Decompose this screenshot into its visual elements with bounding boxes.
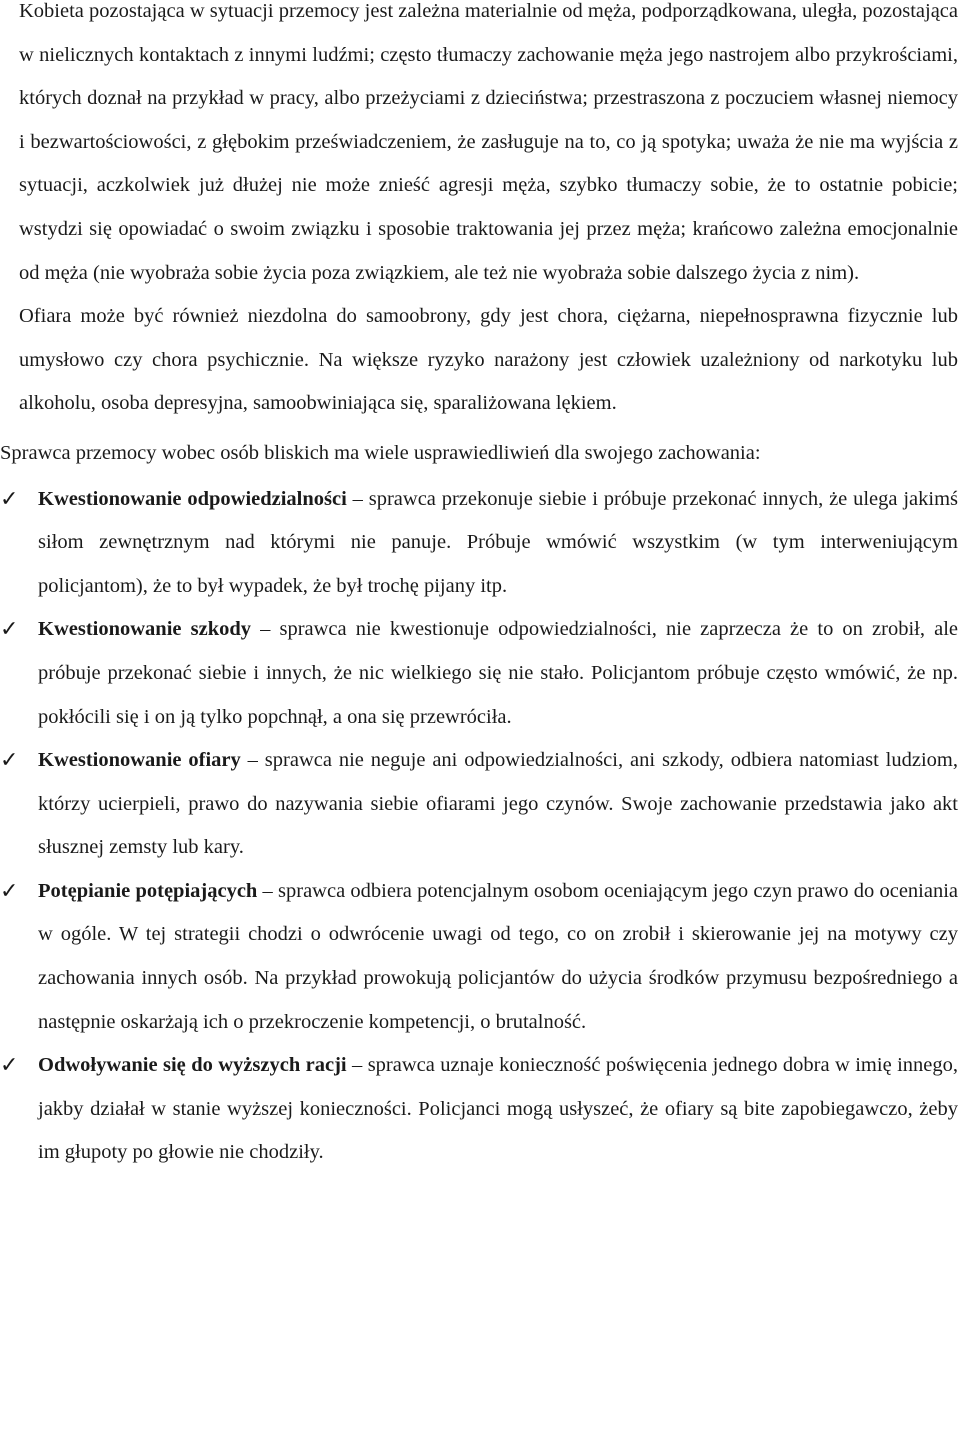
item-text: – sprawca uznaje konieczność poświęcenia jednego dobra w imię innego, jakby działał w stanie wyższej konieczności. Policjanci mogą usłyszeć, że ofiary są bite zapobiegawczo, żeby im głupoty po głowie nie chodziły. xyxy=(38,1054,958,1164)
justifications-list xyxy=(0,478,960,1176)
item-term: Kwestionowanie odpowiedzialności xyxy=(38,487,347,510)
item-term: Kwestionowanie ofiary xyxy=(38,749,241,772)
checkmark-icon: ✓ xyxy=(0,748,19,774)
item-term: Potępianie potępiających xyxy=(38,879,258,902)
item-text: – sprawca nie kwestionuje odpowiedzialności, nie zaprzecza że to on zrobił, ale próbuje przekonać siebie i innych, że nic wielkiego się nie stało. Policjantom próbuje często wmówić, że np. pokłócili się i on ją tylko popchnął, a ona się przewróciła. xyxy=(38,618,958,728)
checkmark-icon: ✓ xyxy=(0,486,19,512)
checkmark-icon: ✓ xyxy=(0,1053,19,1079)
checkmark-icon: ✓ xyxy=(0,878,19,904)
checkmark-icon: ✓ xyxy=(0,617,19,643)
list-item-harm xyxy=(0,608,960,739)
item-text: – sprawca odbiera potencjalnym osobom oceniającym jego czyn prawo do oceniania w ogóle. W tej strategii chodzi o odwrócenie uwagi od tego, co on zrobił i skierowanie jej na motywy czy zachowania innych osób. Na przykład prowokują policjantów do użycia środków przymusu bezpośredniego a następnie oskarżają ich o przekroczenie kompetencji, o brutalność. xyxy=(38,879,959,1033)
item-term: Kwestionowanie szkody xyxy=(38,618,251,641)
paragraph-victim-vulnerability: Ofiara może być również niezdolna do samoobrony, gdy jest chora, ciężarna, niepełnosprawna fizycznie lub umysłowo czy chora psychicznie. Na większe ryzyko narażony jest człowiek uzależniony od narkotyku lub alkoholu, osoba depresyjna, samoobwiniająca się, sparaliżowana lękiem. xyxy=(19,305,958,415)
item-text: – sprawca przekonuje siebie i próbuje przekonać innych, że ulega jakimś siłom zewnętrznym nad którymi nie panuje. Próbuje wmówić wszystkim (w tym interweniującym policjantom), że to był wypadek, że był trochę pijany itp. xyxy=(38,487,958,597)
paragraph-victim-description: Kobieta pozostająca w sytuacji przemocy jest zależna materialnie od męża, podporządkowana, uległa, pozostająca w nielicznych kontaktach z innymi ludźmi; często tłumaczy zachowanie męża jego nastrojem albo przykrościami, których doznał na przykład w pracy, albo przeżyciami z dzieciństwa; przestraszona z poczuciem własnej niemocy i bezwartościowości, z głębokim przeświadczeniem, że zasługuje na to, co ją spotyka; uważa że nie ma wyjścia z sytuacji, aczkolwiek już dłużej nie może znieść agresji męża, szybko tłumaczy sobie, że to ostatnie pobicie; wstydzi się opowiadać o swoim związku i sposobie traktowania jej przez męża; krańcowo zależna emocjonalnie od męża (nie wyobraża sobie życia poza związkiem, ale też nie wyobraża sobie dalszego życia z nim). xyxy=(19,0,958,284)
list-item-victim xyxy=(0,739,960,870)
list-item-higher-reasons xyxy=(0,1044,960,1175)
list-item-condemning xyxy=(0,870,960,1044)
item-term: Odwoływanie się do wyższych racji xyxy=(38,1054,347,1077)
item-text: – sprawca nie neguje ani odpowiedzialności, ani szkody, odbiera natomiast ludziom, którzy ucierpieli, prawo do nazywania siebie ofiarami jego czynów. Swoje zachowanie przedstawia jako akt słusznej zemsty lub kary. xyxy=(38,749,958,859)
list-item-responsibility xyxy=(0,478,960,609)
section-intro: Sprawca przemocy wobec osób bliskich ma wiele usprawiedliwień dla swojego zachowania: xyxy=(0,441,761,464)
